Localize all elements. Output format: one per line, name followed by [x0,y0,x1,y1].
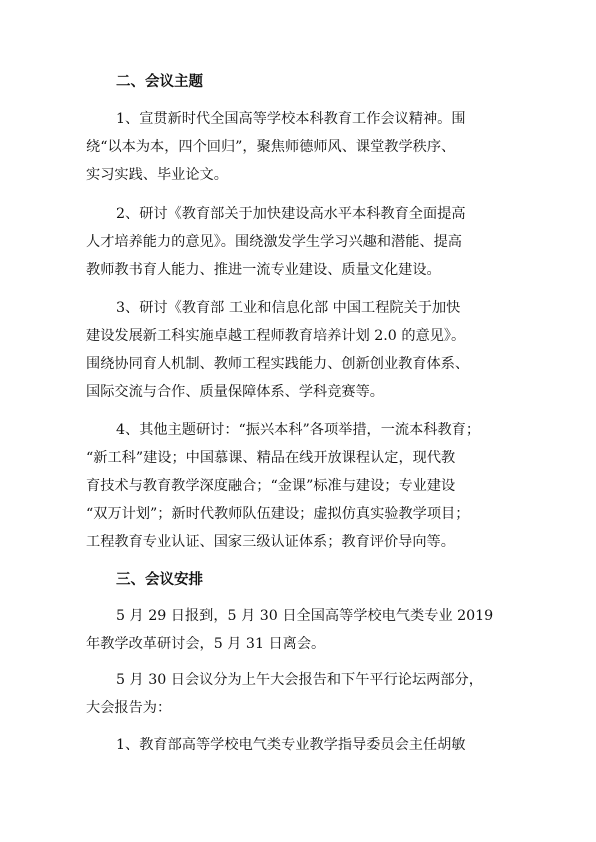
section-heading-meeting-schedule: 三、会议安排 [116,572,203,588]
text-line: 实习实践、毕业论文。 [86,167,228,183]
text-line: 5 月 30 日会议分为上午大会报告和下午平行论坛两部分， [116,672,483,688]
text-line: 围绕协同育人机制、教师工程实践能力、创新创业教育体系、 [86,356,470,372]
text-line: 4、其他主题研讨：“振兴本科”各项举措，一流本科教育； [116,422,481,438]
text-line: 教师教书育人能力、推进一流专业建设、质量文化建设。 [86,262,441,278]
paragraph-theme-3 [86,294,516,406]
text-line: 3、研讨《教育部 工业和信息化部 中国工程院关于加快 [116,300,461,316]
text-line: 1、宣贯新时代全国高等学校本科教育工作会议精神。围 [116,111,466,127]
text-line: 5 月 29 日报到，5 月 30 日全国高等学校电气类专业 2019 [116,608,494,624]
paragraph-schedule-3 [86,731,516,759]
text-line: 国际交流与合作、质量保障体系、学科竞赛等。 [86,384,384,400]
paragraph-theme-2 [86,200,516,284]
text-line: “双万计划”；新时代教师队伍建设；虚拟仿真实验教学项目； [86,506,470,522]
paragraph-theme-1 [86,105,516,189]
text-line: 育技术与教育教学深度融合；“金课”标准与建设；专业建设 [86,478,456,494]
text-line: 绕“以本为本，四个回归”，聚焦师德师风、课堂教学秩序、 [86,139,456,155]
text-line: 大会报告为： [86,700,172,716]
text-line: 人才培养能力的意见》。围绕激发学生学习兴趣和潜能、提高 [86,234,462,250]
paragraph-schedule-1 [86,602,516,658]
text-line: 建设发展新工科实施卓越工程师教育培养计划 2.0 的意见》。 [86,328,466,344]
text-line: 2、研讨《教育部关于加快建设高水平本科教育全面提高 [116,206,466,222]
text-line: 年教学改革研讨会，5 月 31 日离会。 [86,636,326,652]
document-body [86,68,516,759]
paragraph-theme-4 [86,416,516,556]
text-line: “新工科”建设；中国慕课、精品在线开放课程认定，现代教 [86,450,456,466]
paragraph-schedule-2 [86,666,516,722]
section-heading-meeting-themes: 二、会议主题 [116,74,203,90]
text-line: 1、教育部高等学校电气类专业教学指导委员会主任胡敏 [116,737,466,753]
text-line: 工程教育专业认证、国家三级认证体系；教育评价导向等。 [86,534,455,550]
